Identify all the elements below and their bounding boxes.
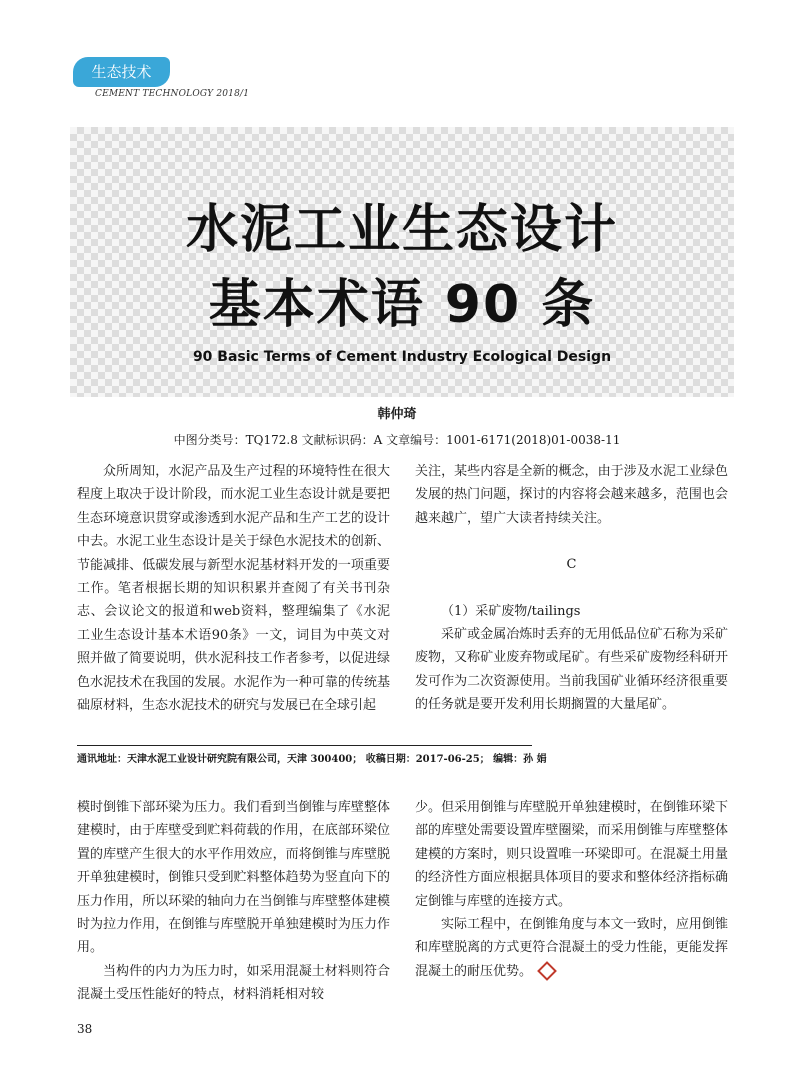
intro-paragraph: 众所周知，水泥产品及生产过程的环境特性在很大程度上取决于设计阶段，而水泥工业生态设计就是要把生态环境意识贯穿或渗透到水泥产品和生产工艺的设计中去。水泥工业生态设计是关于绿色水泥技术的创新、节能减排、低碳发展与新型水泥基材料开发的一项重要工作。笔者根据长期的知识积累并查阅了有关书刊杂志、会议论文的报道和web资料，整理编集了《水泥工业生态设计基本术语90条》一文，词目为中英文对照并做了简要说明，供水泥科技工作者参考，以促进绿色水泥技术在我国的发展。水泥作为一种可靠的传统基础原材料，生态水泥技术的研究与发展已在全球引起 <box>77 464 390 714</box>
section-heading: C <box>566 557 577 573</box>
body-paragraph: 模时倒锥下部环梁为压力。我们看到当倒锥与库壁整体建模时，由于库壁受到贮料荷载的作用，在底部环梁位置的库壁产生很大的水平作用效应，而将倒锥与库壁脱开单独建模时，倒锥只受到贮料整体趋势为竖直向下的压力作用，所以环梁的轴向力在当倒锥与库壁整体建模时为拉力作用，在倒锥与库壁脱开单独建模时为压力作用。 <box>77 800 390 956</box>
article-title-line-2: 基本术语 90 条 <box>208 275 596 335</box>
page-number: 38 <box>77 1022 93 1036</box>
body-paragraph-final <box>415 913 728 983</box>
classification-line: 中图分类号：TQ172.8 文献标识码：A 文章编号：1001-6171(2018)01-0038-11 <box>173 433 621 447</box>
end-mark-icon <box>537 961 557 981</box>
left-column-top <box>77 460 390 717</box>
final-sentence: 实际工程中，在倒锥角度与本文一致时，应用倒锥和库壁脱离的方式更符合混凝土的受力性能，更能发挥混凝土的耐压优势。 <box>415 917 728 979</box>
author: 韩仲琦 <box>377 407 417 422</box>
footnote-rule <box>77 745 532 746</box>
body-paragraph: 少。但采用倒锥与库壁脱开单独建模时，在倒锥环梁下部的库壁处需要设置库壁圈梁，而采用倒锥与库壁整体建模的方案时，则只设置唯一环梁即可。在混凝土用量的经济性方面应根据具体项目的要求和整体经济指标确定倒锥与库壁的连接方式。 <box>415 800 728 909</box>
journal-line: CEMENT TECHNOLOGY 2018/1 <box>95 89 250 99</box>
right-column-bottom <box>415 796 728 983</box>
english-title: 90 Basic Terms of Cement Industry Ecological Design <box>192 349 612 365</box>
footnote: 通讯地址：天津水泥工业设计研究院有限公司，天津 300400； 收稿日期：2017-06-25； 编辑：孙 娟 <box>77 754 547 765</box>
right-column-top <box>415 460 728 717</box>
title-panel <box>70 127 734 397</box>
body-paragraph: 当构件的内力为压力时，如采用混凝土材料则符合混凝土受压性能好的特点，材料消耗相对较 <box>77 963 390 1003</box>
left-column-bottom <box>77 796 390 1007</box>
article-title-line-1: 水泥工业生态设计 <box>185 200 618 260</box>
intro-continuation: 关注，某些内容是全新的概念，由于涉及水泥工业绿色发展的热门问题，探讨的内容将会越来越多，范围也会越来越广，望广大读者持续关注。 <box>415 464 728 526</box>
term-heading: （1）采矿废物/tailings <box>441 603 581 619</box>
section-tag: 生态技术 <box>73 57 170 87</box>
term-description: 采矿或金属冶炼时丢弃的无用低品位矿石称为采矿废物，又称矿业废弃物或尾矿。有些采矿废物经科研开发可作为二次资源使用。当前我国矿业循环经济很重要的任务就是要开发利用长期搁置的大量尾矿。 <box>415 627 728 713</box>
